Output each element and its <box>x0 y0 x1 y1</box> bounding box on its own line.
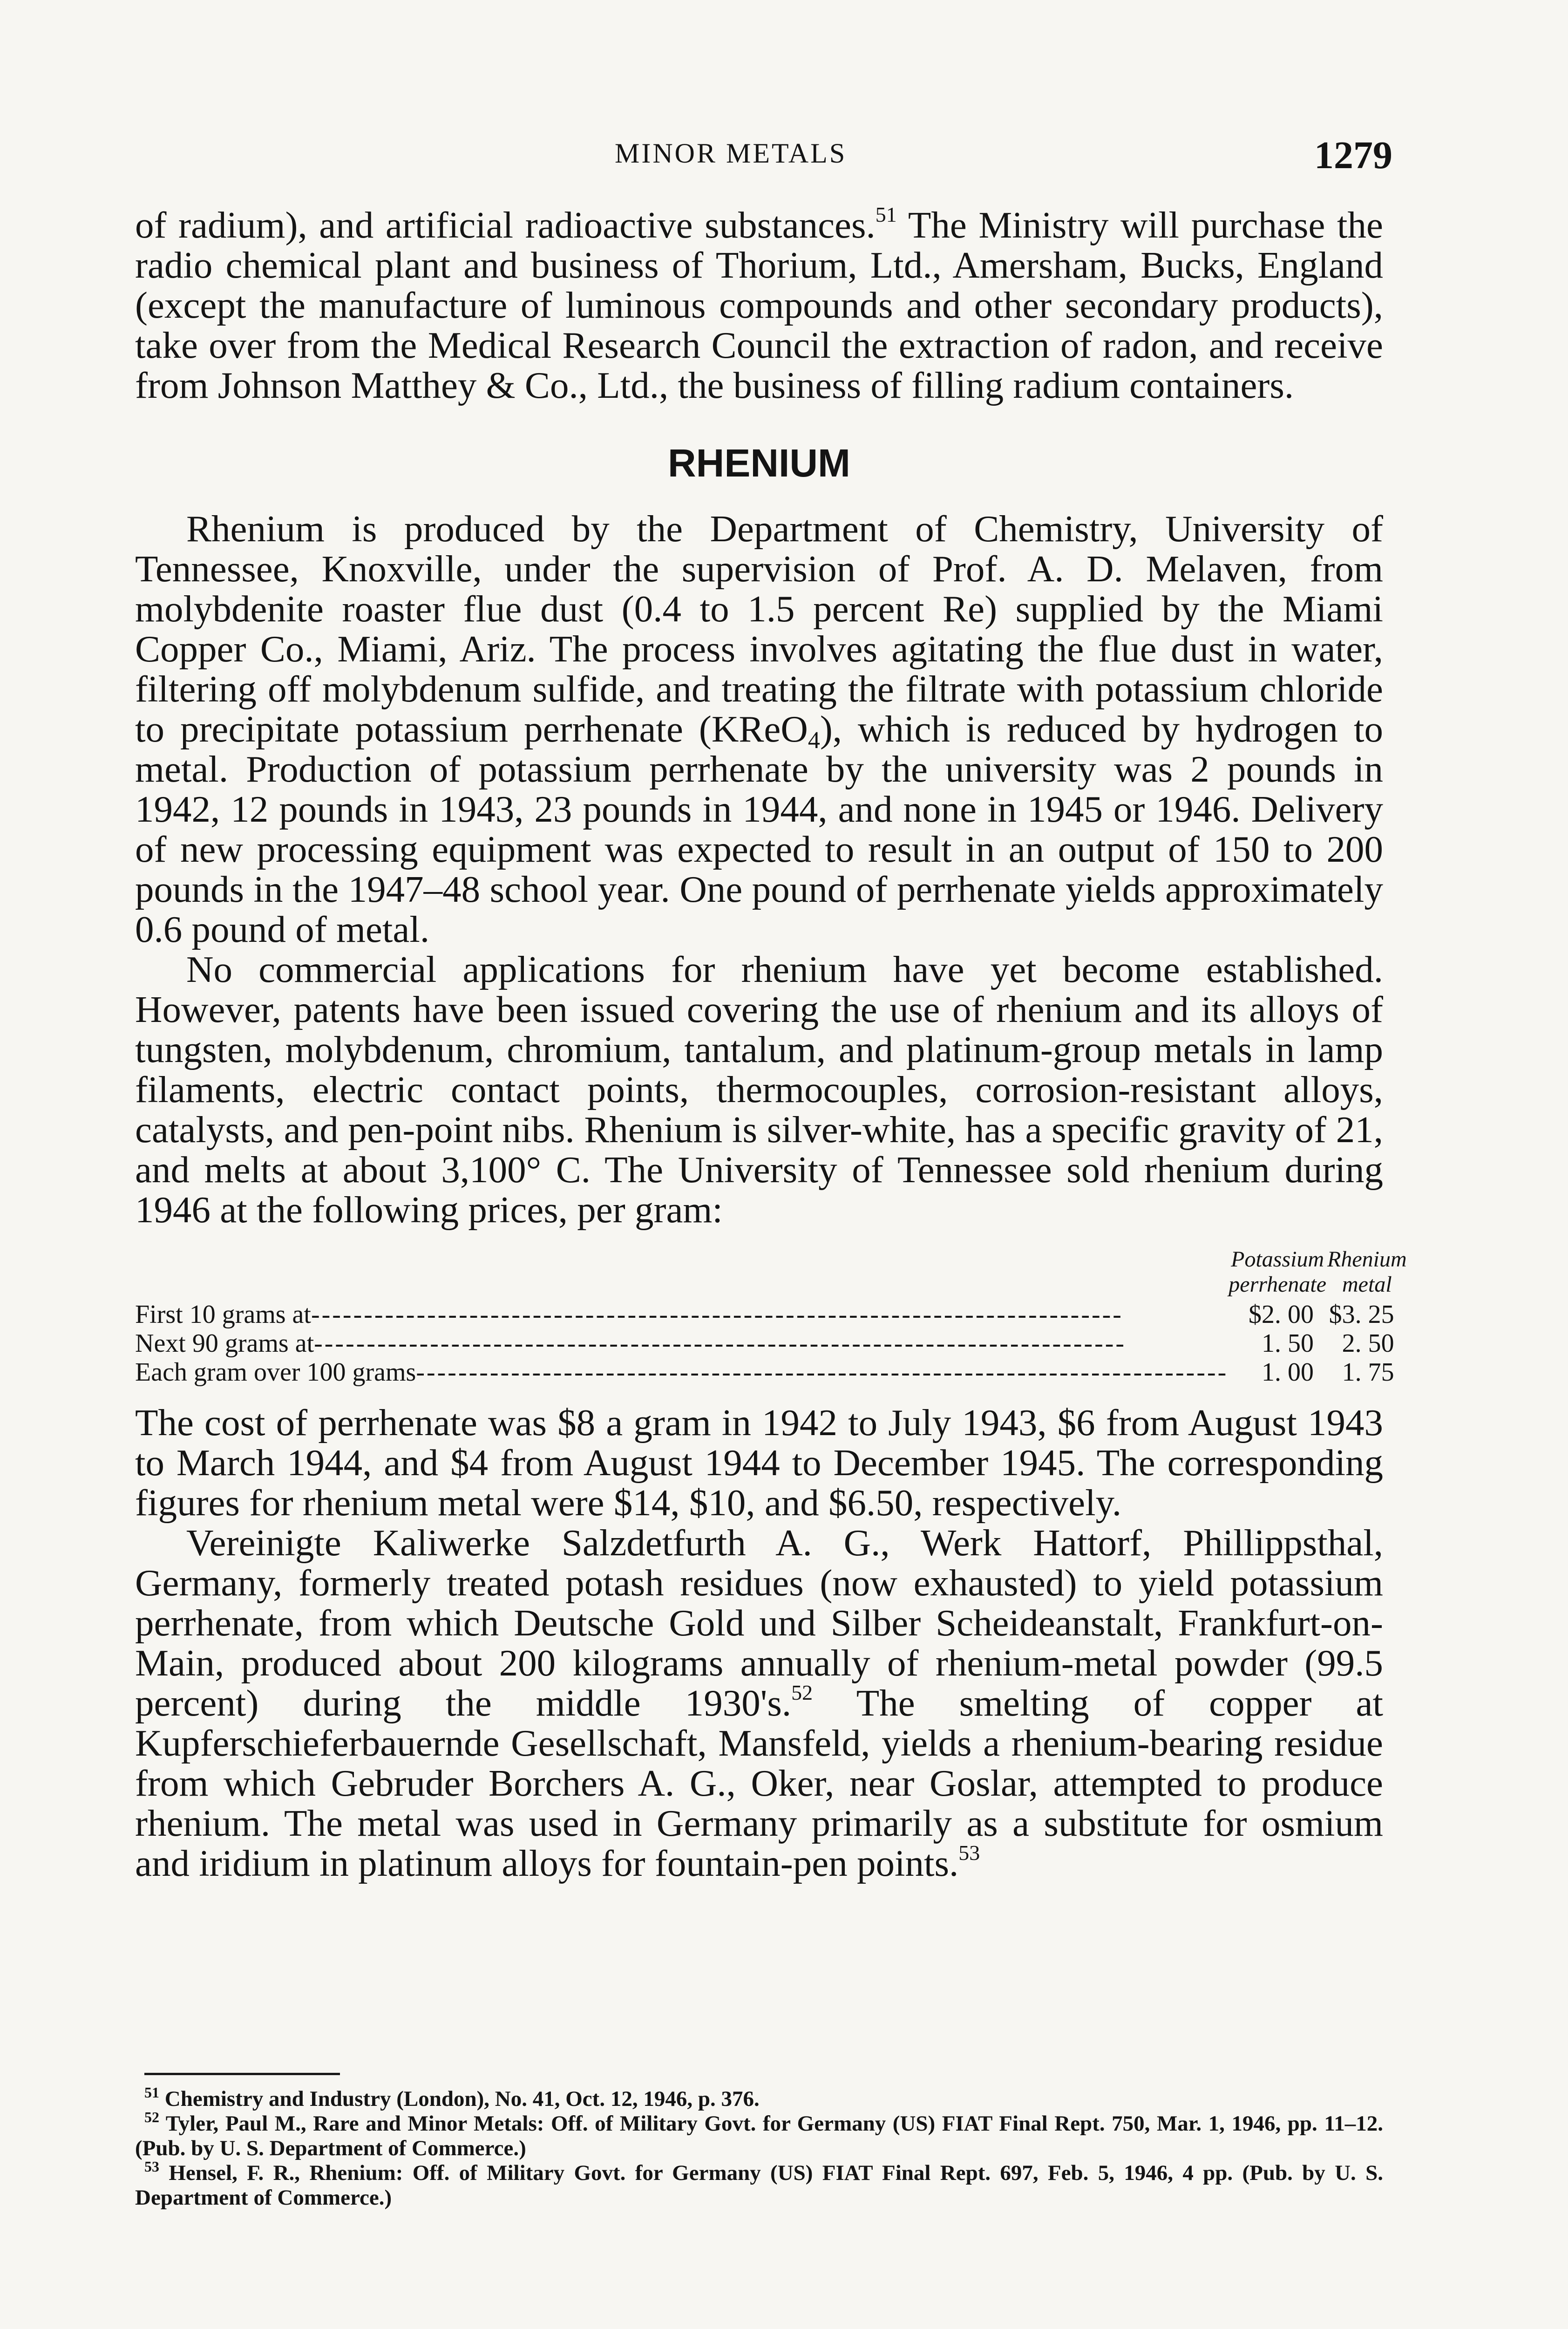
footnote-ref: 51 <box>875 203 897 226</box>
table-header-perrhenate: Potassium perrhenate <box>1229 1247 1327 1297</box>
dot-leader: ----------------------------------------------------------------------------- <box>311 1300 1123 1329</box>
running-header <box>135 133 1392 179</box>
paragraph-applications: No commercial applications for rhenium have yet become established. However, patents have been issued covering the use of rhenium and its alloys of tungsten, molybdenum, chromium, tantalum, and platinum-group metals in lamp filaments, electric contact points, thermocouples, corrosion-resistant alloys, catalysts, and pen-point nibs. Rhenium is silver-white, has a specific gravity of 21, and melts at about 3,100° C. The University of Tennessee sold rhenium during 1946 at the following prices, per gram: <box>135 948 1383 1231</box>
footnote <box>135 2111 1383 2161</box>
footnote-text: Chemistry and Industry (London), No. 41, Oct. 12, 1946, p. 376. <box>164 2087 760 2111</box>
row-label: First 10 grams at <box>135 1300 311 1329</box>
paragraph-text: ), which is reduced by hydrogen to metal. Production of potassium perrhenate by the university was 2 pounds in 1942, 12 pounds in 1943, 23 pounds in 1944, and none in 1945 or 1946. Delivery of new processing equipment was expected to result in an output of 150 to 200 pounds in the 1947–48 school year. One pound of perrhenate yields approximately 0.6 pound of metal. <box>135 708 1383 950</box>
row-label: Next 90 grams at <box>135 1329 314 1358</box>
paragraph-production <box>135 509 1383 949</box>
table-cell-perrhenate: 1. 50 <box>1262 1329 1314 1358</box>
dot-leader: ----------------------------------------------------------------------------- <box>314 1329 1127 1358</box>
paragraph-cost: The cost of perrhenate was $8 a gram in 1942 to July 1943, $6 from August 1943 to March 1944, and $4 from August 1944 to December 1945. The corresponding figures for rhenium metal were $14, $10, and $6.50, respectively. <box>135 1402 1383 1524</box>
table-cell-metal: $3. 25 <box>1329 1300 1394 1329</box>
paragraph-text: The smelting of copper at Kupferschieferbauernde Gesellschaft, Mansfeld, yields a rhenium-bearing residue from which Gebruder Borchers A. G., Oker, near Goslar, attempted to produce rhenium. The metal was used in Germany primarily as a substitute for osmium and iridium in platinum alloys for fountain-pen points. <box>135 1682 1384 1884</box>
footnote-divider <box>144 2073 340 2075</box>
price-table <box>135 1246 1407 1387</box>
table-header-metal: Rhenium metal <box>1327 1247 1407 1297</box>
paragraph-text: Vereinigte Kaliwerke Salzdetfurth A. G., Werk Hattorf, Phillippsthal, Germany, formerly treated potash residues (now exhausted) to yield potassium perrhenate, from which Deutsche Gold und Silber Scheideanstalt, Frankfurt-on-Main, produced about 200 kilograms annually of rhenium-metal powder (99.5 percent) during the middle 1930's. <box>135 1522 1383 1724</box>
row-label: Each gram over 100 grams <box>135 1358 416 1387</box>
paragraph-germany <box>135 1523 1383 1883</box>
footnote-text: Tyler, Paul M., Rare and Minor Metals: Off. of Military Govt. for Germany (US) FIAT Final Rept. 750, Mar. 1, 1946, pp. 11–12. (Pub. by U. S. Department of Commerce.) <box>135 2111 1384 2160</box>
table-row <box>135 1358 1407 1387</box>
table-header-row <box>135 1246 1407 1300</box>
footnote-text: Hensel, F. R., Rhenium: Off. of Military Govt. for Germany (US) FIAT Final Rept. 697, Feb. 5, 1946, 4 pp. (Pub. by U. S. Department of Commerce.) <box>135 2161 1384 2210</box>
table-row <box>135 1329 1407 1358</box>
footnote <box>135 2158 1384 2210</box>
table-cell-label <box>135 1300 1228 1329</box>
footnote-number: 53 <box>144 2158 159 2175</box>
footnote <box>135 2084 1383 2111</box>
footnote-ref: 52 <box>791 1681 813 1704</box>
paragraph-text: of radium), and artificial radioactive substances. <box>135 204 876 246</box>
paragraph-text: Rhenium is produced by the Department of Chemistry, University of Tennessee, Knoxville, under the supervision of Prof. A. D. Melaven, from molybdenite roaster flue dust (0.4 to 1.5 percent Re) supplied by the Miami Copper Co., Miami, Ariz. The process involves agitating the flue dust in water, filtering off molybdenum sulfide, and treating the filtrate with potassium chloride to precipitate potassium perrhenate (KReO <box>135 508 1383 750</box>
table-cell-perrhenate: $2. 00 <box>1249 1300 1314 1329</box>
table-cell-metal: 1. 75 <box>1342 1358 1394 1387</box>
chemical-subscript: 4 <box>808 727 820 754</box>
table-header-blank <box>135 1246 1228 1300</box>
section-heading: RHENIUM <box>668 441 850 485</box>
dot-leader: ----------------------------------------------------------------------------- <box>416 1358 1229 1387</box>
paragraph-text: The Ministry will purchase the radio chemical plant and business of Thorium, Ltd., Amersham, Bucks, England (except the manufacture of luminous compounds and other secondary products), take over from the Medical Research Council the extraction of radon, and receive from Johnson Matthey & Co., Ltd., the business of filling radium containers. <box>135 204 1383 406</box>
table-row <box>135 1300 1407 1329</box>
footnote-number: 52 <box>144 2109 159 2125</box>
table-cell-label <box>135 1329 1228 1358</box>
footnote-number: 51 <box>144 2084 159 2101</box>
body-text <box>135 203 1407 1884</box>
paragraph-radium-continued <box>135 205 1383 405</box>
table-cell-label <box>135 1358 1228 1387</box>
page-number: 1279 <box>1314 134 1392 177</box>
running-title: MINOR METALS <box>615 138 847 169</box>
footnotes <box>135 2084 1384 2210</box>
table-cell-perrhenate: 1. 00 <box>1262 1358 1314 1387</box>
table-cell-metal: 2. 50 <box>1342 1329 1394 1358</box>
footnote-ref: 53 <box>958 1841 980 1865</box>
